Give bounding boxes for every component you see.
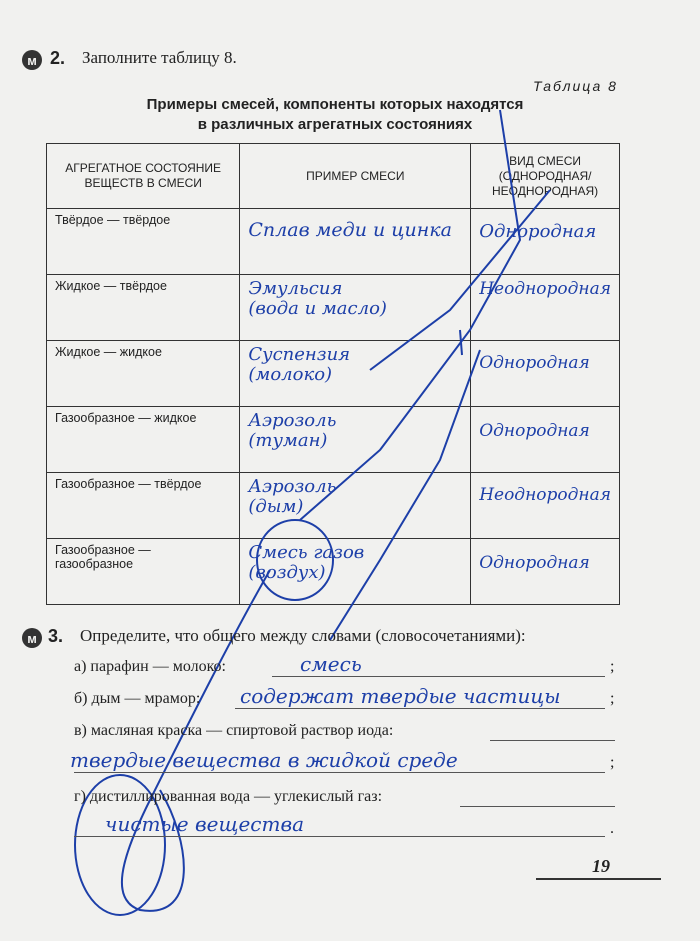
answer-d[interactable]: чистые вещества xyxy=(105,812,305,836)
pen-stroke xyxy=(330,350,480,640)
state-cell: Газообразное — газообразное xyxy=(47,539,240,605)
example-answer-note: (воздух) xyxy=(248,562,326,583)
line-end: . xyxy=(610,820,614,837)
example-answer-note: (молоко) xyxy=(248,364,333,385)
pen-circle xyxy=(257,520,333,600)
answer-line xyxy=(272,676,605,677)
question-c-label: в) масляная краска — спиртовой раствор иода: xyxy=(74,722,394,739)
line-end: ; xyxy=(610,690,615,707)
example-answer: Сплав меди и цинка xyxy=(248,219,452,241)
answer-line xyxy=(235,708,605,709)
line-end: ; xyxy=(610,658,615,675)
state-cell: Твёрдое — твёрдое xyxy=(47,209,240,275)
kind-answer: Однородная xyxy=(479,221,597,242)
answer-line xyxy=(74,772,605,773)
example-answer-note: (дым) xyxy=(248,496,304,517)
example-answer-note: (вода и масло) xyxy=(248,298,387,319)
kind-answer: Однородная xyxy=(479,553,590,573)
question-a-label: а) парафин — молоко: xyxy=(74,658,226,675)
page-rule xyxy=(536,878,661,880)
task-number: 3. xyxy=(48,626,64,646)
pen-arrow xyxy=(460,330,462,355)
answer-line xyxy=(74,836,605,837)
answer-line xyxy=(460,806,615,807)
kind-answer: Однородная xyxy=(479,421,590,441)
question-d-label: г) дистиллированная вода — углекислый газ: xyxy=(74,788,383,805)
answer-c[interactable]: твердые вещества в жидкой среде xyxy=(70,748,458,772)
kind-answer: Неоднородная xyxy=(479,485,611,505)
state-cell: Газообразное — жидкое xyxy=(47,407,240,473)
line-end: ; xyxy=(610,754,615,771)
state-cell: Жидкое — жидкое xyxy=(47,341,240,407)
question-b-label: б) дым — мрамор: xyxy=(74,690,201,707)
header-example: ПРИМЕР СМЕСИ xyxy=(240,144,471,209)
example-answer: Суспензия xyxy=(248,344,351,365)
example-answer-note: (туман) xyxy=(248,430,328,451)
state-cell: Жидкое — твёрдое xyxy=(47,275,240,341)
table-title-line1: Примеры смесей, компоненты которых находятся xyxy=(146,96,524,113)
header-kind: ВИД СМЕСИ (ОДНОРОДНАЯ/ НЕОДНОРОДНАЯ) xyxy=(471,144,620,209)
table-title-line2: в различных агрегатных состояниях xyxy=(197,116,473,133)
table-caption: Таблица 8 xyxy=(533,78,618,94)
example-answer: Аэрозоль xyxy=(248,476,337,497)
kind-answer: Однородная xyxy=(479,353,590,373)
task-text: Заполните таблицу 8. xyxy=(82,48,237,67)
example-answer: Смесь газов xyxy=(248,542,365,563)
method-marker-icon: м xyxy=(22,50,42,70)
state-cell: Газообразное — твёрдое xyxy=(47,473,240,539)
page-number: 19 xyxy=(592,856,610,876)
pen-stroke xyxy=(122,570,270,911)
pen-stroke xyxy=(300,110,520,520)
task-number: 2. xyxy=(50,48,66,68)
method-marker-icon: м xyxy=(22,628,42,648)
answer-a[interactable]: смесь xyxy=(300,652,362,676)
answer-line xyxy=(490,740,615,741)
example-answer: Эмульсия xyxy=(248,278,343,299)
answer-b[interactable]: содержат твердые частицы xyxy=(240,684,561,708)
kind-answer: Неоднородная xyxy=(479,279,611,299)
header-state: АГРЕГАТНОЕ СОСТОЯНИЕ ВЕЩЕСТВ В СМЕСИ xyxy=(47,144,240,209)
example-answer: Аэрозоль xyxy=(248,410,337,431)
task-text: Определите, что общего между словами (словосочетаниями): xyxy=(80,626,526,645)
